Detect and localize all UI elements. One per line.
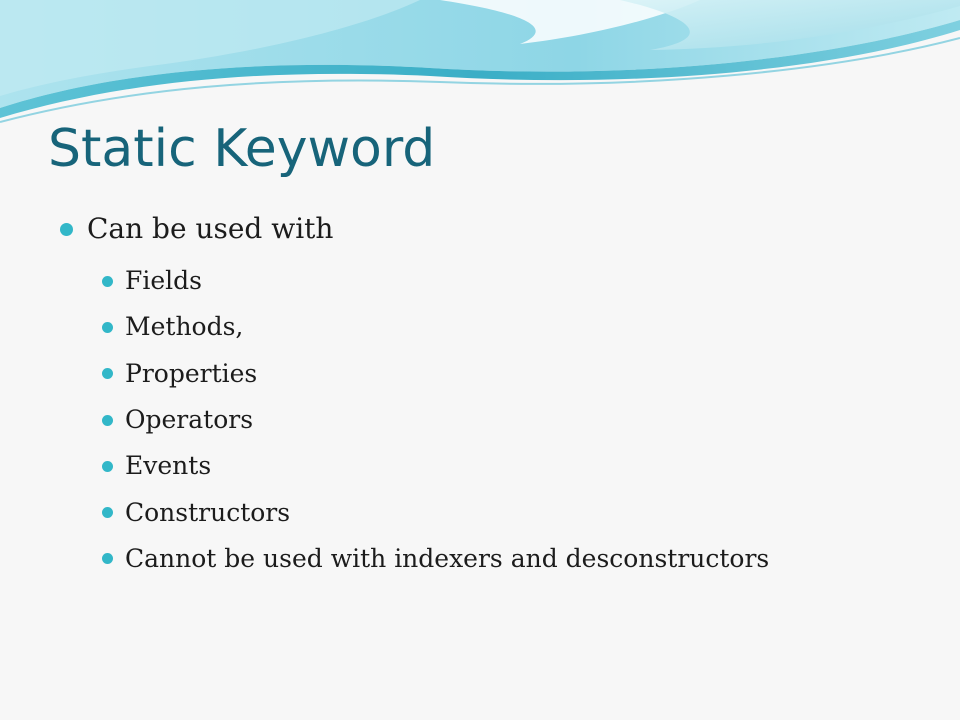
sub-bullet-text: Methods, <box>125 312 244 342</box>
bullet-dot-icon <box>102 461 113 472</box>
bullet-dot-icon <box>102 553 113 564</box>
bullet-can-be-used-with <box>60 210 333 248</box>
bullet-dot-icon <box>102 322 113 333</box>
sub-bullet-cannot-be-used <box>102 536 769 582</box>
sub-bullet-text: Operators <box>125 405 254 435</box>
sub-bullet-properties <box>102 351 769 397</box>
sub-bullet-text: Properties <box>125 358 258 388</box>
bullet-text: Can be used with <box>87 212 334 245</box>
bullet-dot-icon <box>102 276 113 287</box>
header-wave-decoration <box>0 0 960 130</box>
sub-bullet-list <box>102 258 769 582</box>
bullet-dot-icon <box>102 415 113 426</box>
bullet-dot-icon <box>60 223 73 236</box>
sub-bullet-constructors <box>102 489 769 535</box>
sub-bullet-methods <box>102 304 769 350</box>
sub-bullet-operators <box>102 397 769 443</box>
sub-bullet-events <box>102 443 769 489</box>
sub-bullet-text: Constructors <box>125 497 291 527</box>
sub-bullet-text: Events <box>125 451 212 481</box>
sub-bullet-fields <box>102 258 769 304</box>
bullet-dot-icon <box>102 368 113 379</box>
bullet-dot-icon <box>102 507 113 518</box>
slide-title: Static Keyword <box>48 119 436 179</box>
sub-bullet-text: Fields <box>125 266 202 296</box>
sub-bullet-text: Cannot be used with indexers and desconstructors <box>125 543 770 573</box>
